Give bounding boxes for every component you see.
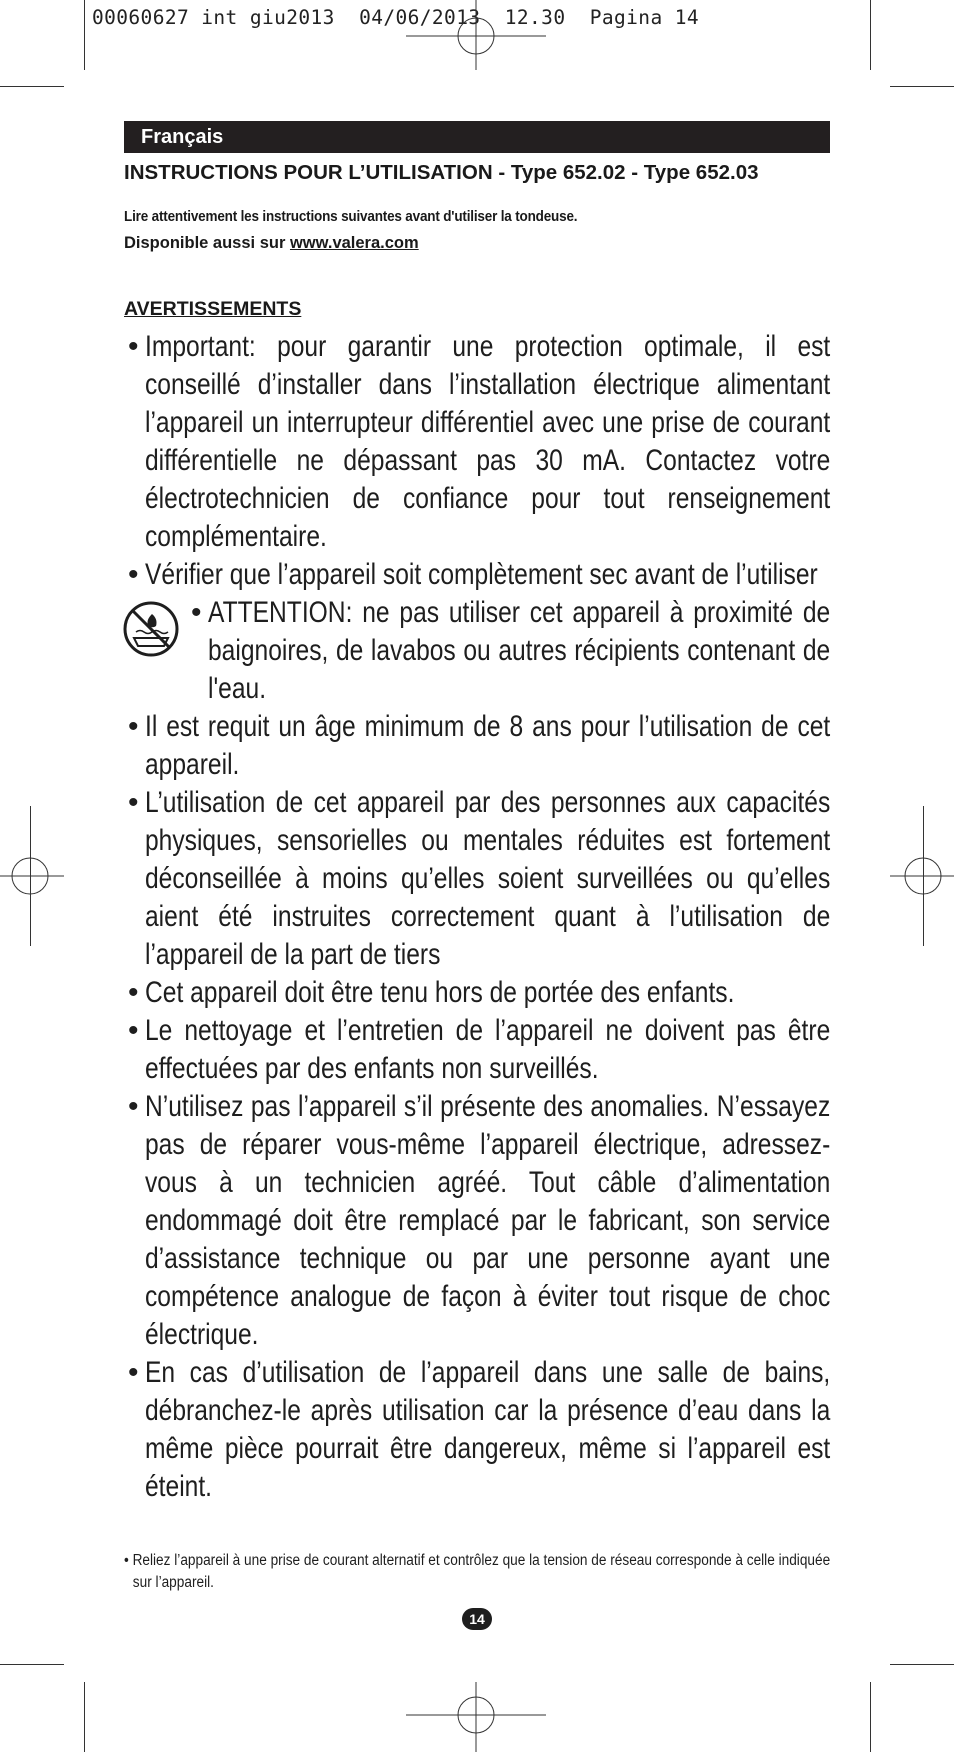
list-item [124, 1088, 830, 1354]
section-heading: AVERTISSEMENTS [124, 298, 302, 320]
language-label: Français [141, 126, 224, 148]
registration-mark-icon [0, 806, 64, 946]
bullet: • [191, 596, 202, 629]
language-bar [124, 121, 830, 153]
intro-line: Lire attentivement les instructions suivantes avant d'utiliser la tondeuse. [124, 208, 578, 225]
list-item-attention [124, 594, 830, 708]
no-water-bath-icon [122, 600, 180, 658]
bullet: • [128, 558, 139, 591]
list-item-text: Il est requit un âge minimum de 8 ans pour l’utilisation de cet appareil. [145, 710, 831, 781]
bullet: • [128, 1090, 139, 1123]
registration-mark-icon [406, 0, 546, 70]
available-line [124, 234, 419, 253]
list-item-text: En cas d’utilisation de l’appareil dans une salle de bains, débranchez-le après utilisation car la présence d’eau dans la même pièce pourrait être dangereux, même si l’appareil est éteint. [145, 1356, 831, 1503]
available-prefix: Disponible aussi sur [124, 234, 290, 252]
list-item-text: Le nettoyage et l’entretien de l’appareil ne doivent pas être effectuées par des enfants non surveillés. [145, 1014, 831, 1085]
registration-mark-icon [890, 806, 954, 946]
bullet: • [128, 786, 139, 819]
list-item-text: L’utilisation de cet appareil par des personnes aux capacités physiques, sensorielles ou mentales réduites est fortement déconseillée à moins qu’elles soient surveillées ou qu’elles aient été instruites correctement quant à l’utilisation de l’appareil de la part de tiers [145, 786, 831, 971]
list-item-text: Cet appareil doit être tenu hors de portée des enfants. [145, 976, 735, 1009]
bullet: • [128, 1356, 139, 1389]
list-item [124, 328, 830, 556]
list-item [124, 708, 830, 784]
list-item-text: Vérifier que l’appareil soit complètement sec avant de l’utiliser [145, 558, 818, 591]
document-title: INSTRUCTIONS POUR L’UTILISATION - Type 652.02 - Type 652.03 [124, 161, 759, 184]
print-slug: 00060627 int giu2013 04/06/2013 12.30 Pagina 14 [92, 6, 699, 29]
list-item-text: ATTENTION: ne pas utiliser cet appareil à proximité de baignoires, de lavabos ou autres récipients contenant de l'eau. [208, 596, 831, 705]
page-number-badge: 14 [462, 1608, 492, 1630]
list-item-text: Important: pour garantir une protection optimale, il est conseillé d’installer dans l’installation électrique alimentant l’appareil un interrupteur différentiel avec une prise de courant différentielle ne dépassant pas 30 mA. Contactez votre électrotechnicien de confiance pour tout renseignement complémentaire. [145, 330, 831, 553]
list-item [124, 974, 830, 1012]
list-item [124, 784, 830, 974]
registration-mark-icon [406, 1682, 546, 1752]
list-item [124, 556, 830, 594]
small-note [124, 1550, 830, 1594]
bullet: • [128, 330, 139, 363]
bullet: • [128, 976, 139, 1009]
bullet: • [128, 1014, 139, 1047]
list-item [124, 1354, 830, 1506]
list-item-text: N’utilisez pas l’appareil s’il présente des anomalies. N’essayez pas de réparer vous-même l’appareil électrique, adressez-vous à un technicien agréé. Tout câble d’alimentation endommagé doit être remplacé par le fabricant, son service d’assistance technique ou par une personne ayant une compétence analogue de façon à éviter tout risque de choc électrique. [145, 1090, 831, 1351]
warnings-list [124, 328, 830, 1506]
website-link[interactable]: www.valera.com [289, 234, 419, 252]
small-note-text: • Reliez l’appareil à une prise de courant alternatif et contrôlez que la tension de réseau corresponde à celle indiquée sur l’appareil. [124, 1552, 831, 1591]
bullet: • [128, 710, 139, 743]
list-item [124, 1012, 830, 1088]
